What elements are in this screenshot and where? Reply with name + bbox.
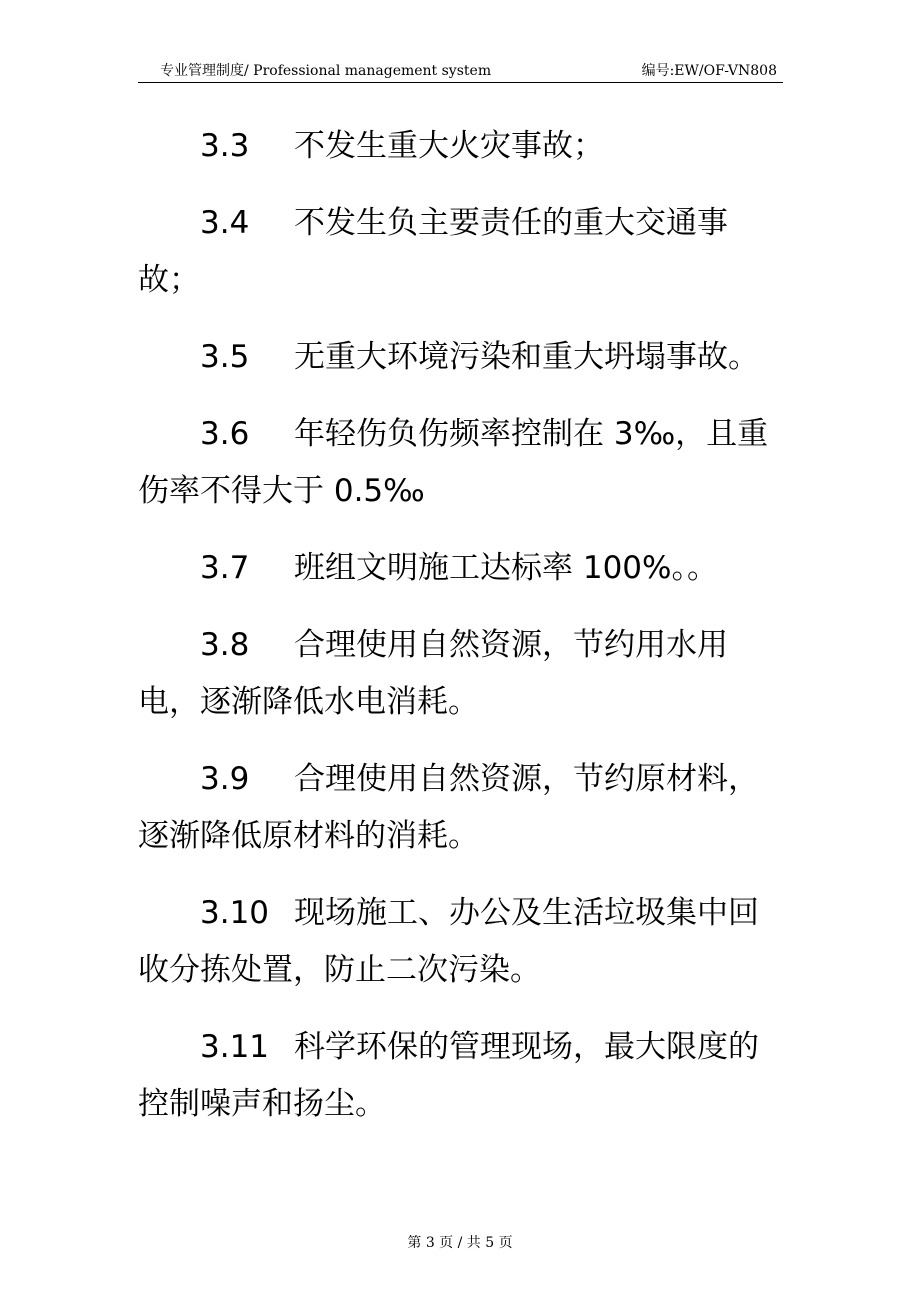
clause-3-10 bbox=[138, 885, 783, 999]
clause-number: 3.5 bbox=[200, 339, 250, 375]
document-number: 编号:EW/OF-VN808 bbox=[641, 63, 777, 79]
clause-text: 合理使用自然资源，节约原材料，逐渐降低原材料的消耗。 bbox=[138, 761, 759, 854]
header-title: 专业管理制度/ Professional management system bbox=[160, 63, 492, 79]
clause-3-9 bbox=[138, 751, 783, 865]
clause-text: 年轻伤负伤频率控制在 3‰，且重伤率不得大于 0.5‰ bbox=[138, 416, 769, 509]
clause-number: 3.6 bbox=[200, 416, 250, 452]
clause-3-4 bbox=[138, 195, 783, 309]
clause-number: 3.10 bbox=[200, 895, 270, 931]
clause-number: 3.4 bbox=[200, 205, 250, 241]
clause-text: 不发生负主要责任的重大交通事故； bbox=[138, 205, 728, 298]
clause-text: 无重大环境污染和重大坍塌事故。 bbox=[294, 339, 759, 375]
clause-number: 3.9 bbox=[200, 761, 250, 797]
clause-3-5 bbox=[138, 329, 783, 386]
clause-text: 科学环保的管理现场，最大限度的控制噪声和扬尘。 bbox=[138, 1029, 759, 1122]
document-body bbox=[138, 118, 783, 1153]
clause-3-7 bbox=[138, 540, 783, 597]
clause-number: 3.7 bbox=[200, 550, 250, 586]
clause-3-8 bbox=[138, 617, 783, 731]
page-header bbox=[138, 60, 783, 83]
clause-number: 3.3 bbox=[200, 128, 250, 164]
page-footer: 第 3 页 / 共 5 页 bbox=[407, 1235, 513, 1251]
clause-text: 现场施工、办公及生活垃圾集中回收分拣处置，防止二次污染。 bbox=[138, 895, 759, 988]
clause-text: 班组文明施工达标率 100%。。 bbox=[294, 550, 718, 586]
clause-3-11 bbox=[138, 1019, 783, 1133]
clause-text: 不发生重大火灾事故； bbox=[294, 128, 604, 164]
clause-3-6 bbox=[138, 406, 783, 520]
clause-number: 3.8 bbox=[200, 627, 250, 663]
clause-text: 合理使用自然资源，节约用水用电，逐渐降低水电消耗。 bbox=[138, 627, 728, 720]
clause-3-3 bbox=[138, 118, 783, 175]
clause-number: 3.11 bbox=[200, 1029, 270, 1065]
